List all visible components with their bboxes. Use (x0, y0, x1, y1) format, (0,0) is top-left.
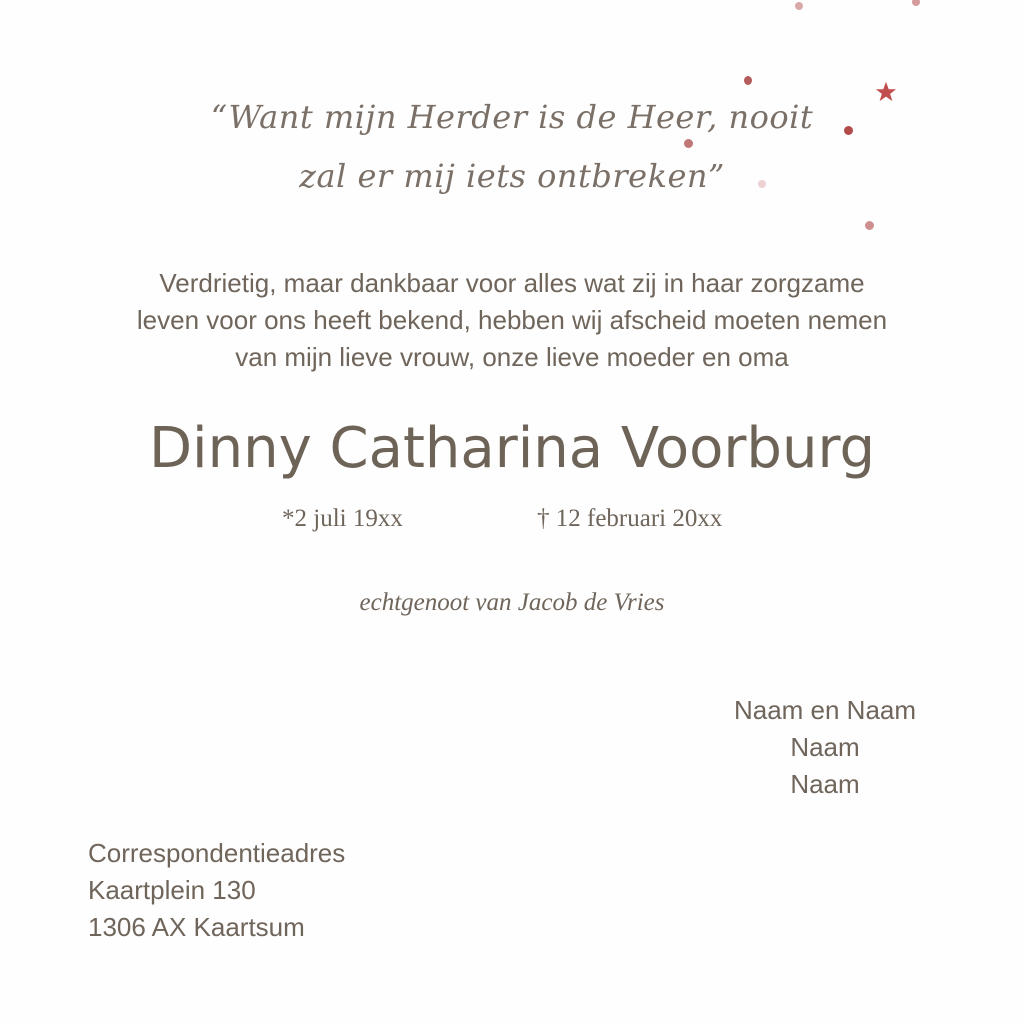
confetti-dot-icon (684, 139, 693, 148)
confetti-dot-icon (912, 0, 920, 6)
quote-line-1: “Want mijn Herder is de Heer, nooit (210, 98, 814, 136)
death-date: † 12 februari 20xx (537, 505, 723, 532)
deceased-name: Dinny Catharina Voorburg (148, 416, 876, 481)
spouse-line: echtgenoot van Jacob de Vries (359, 589, 665, 616)
address-heading: Correspondentieadres (88, 838, 346, 868)
address-street: Kaartplein 130 (88, 875, 256, 905)
quote-line-2: zal er mij iets ontbreken” (299, 157, 725, 195)
family-line-2: Naam (790, 732, 860, 762)
intro-line-2: leven voor ons heeft bekend, hebben wij afscheid moeten nemen (136, 305, 888, 335)
confetti-dot-icon (865, 221, 874, 230)
intro-line-3: van mijn lieve vrouw, onze lieve moeder en oma (235, 342, 789, 372)
intro-line-1: Verdrietig, maar dankbaar voor alles wat zij in haar zorgzame (159, 268, 865, 298)
confetti-dot-icon (795, 2, 803, 10)
address-postal-city: 1306 AX Kaartsum (88, 912, 305, 942)
family-line-1: Naam en Naam (733, 695, 917, 725)
confetti-dot-icon (744, 76, 752, 85)
family-line-3: Naam (790, 769, 860, 799)
birth-date: *2 juli 19xx (282, 505, 403, 532)
